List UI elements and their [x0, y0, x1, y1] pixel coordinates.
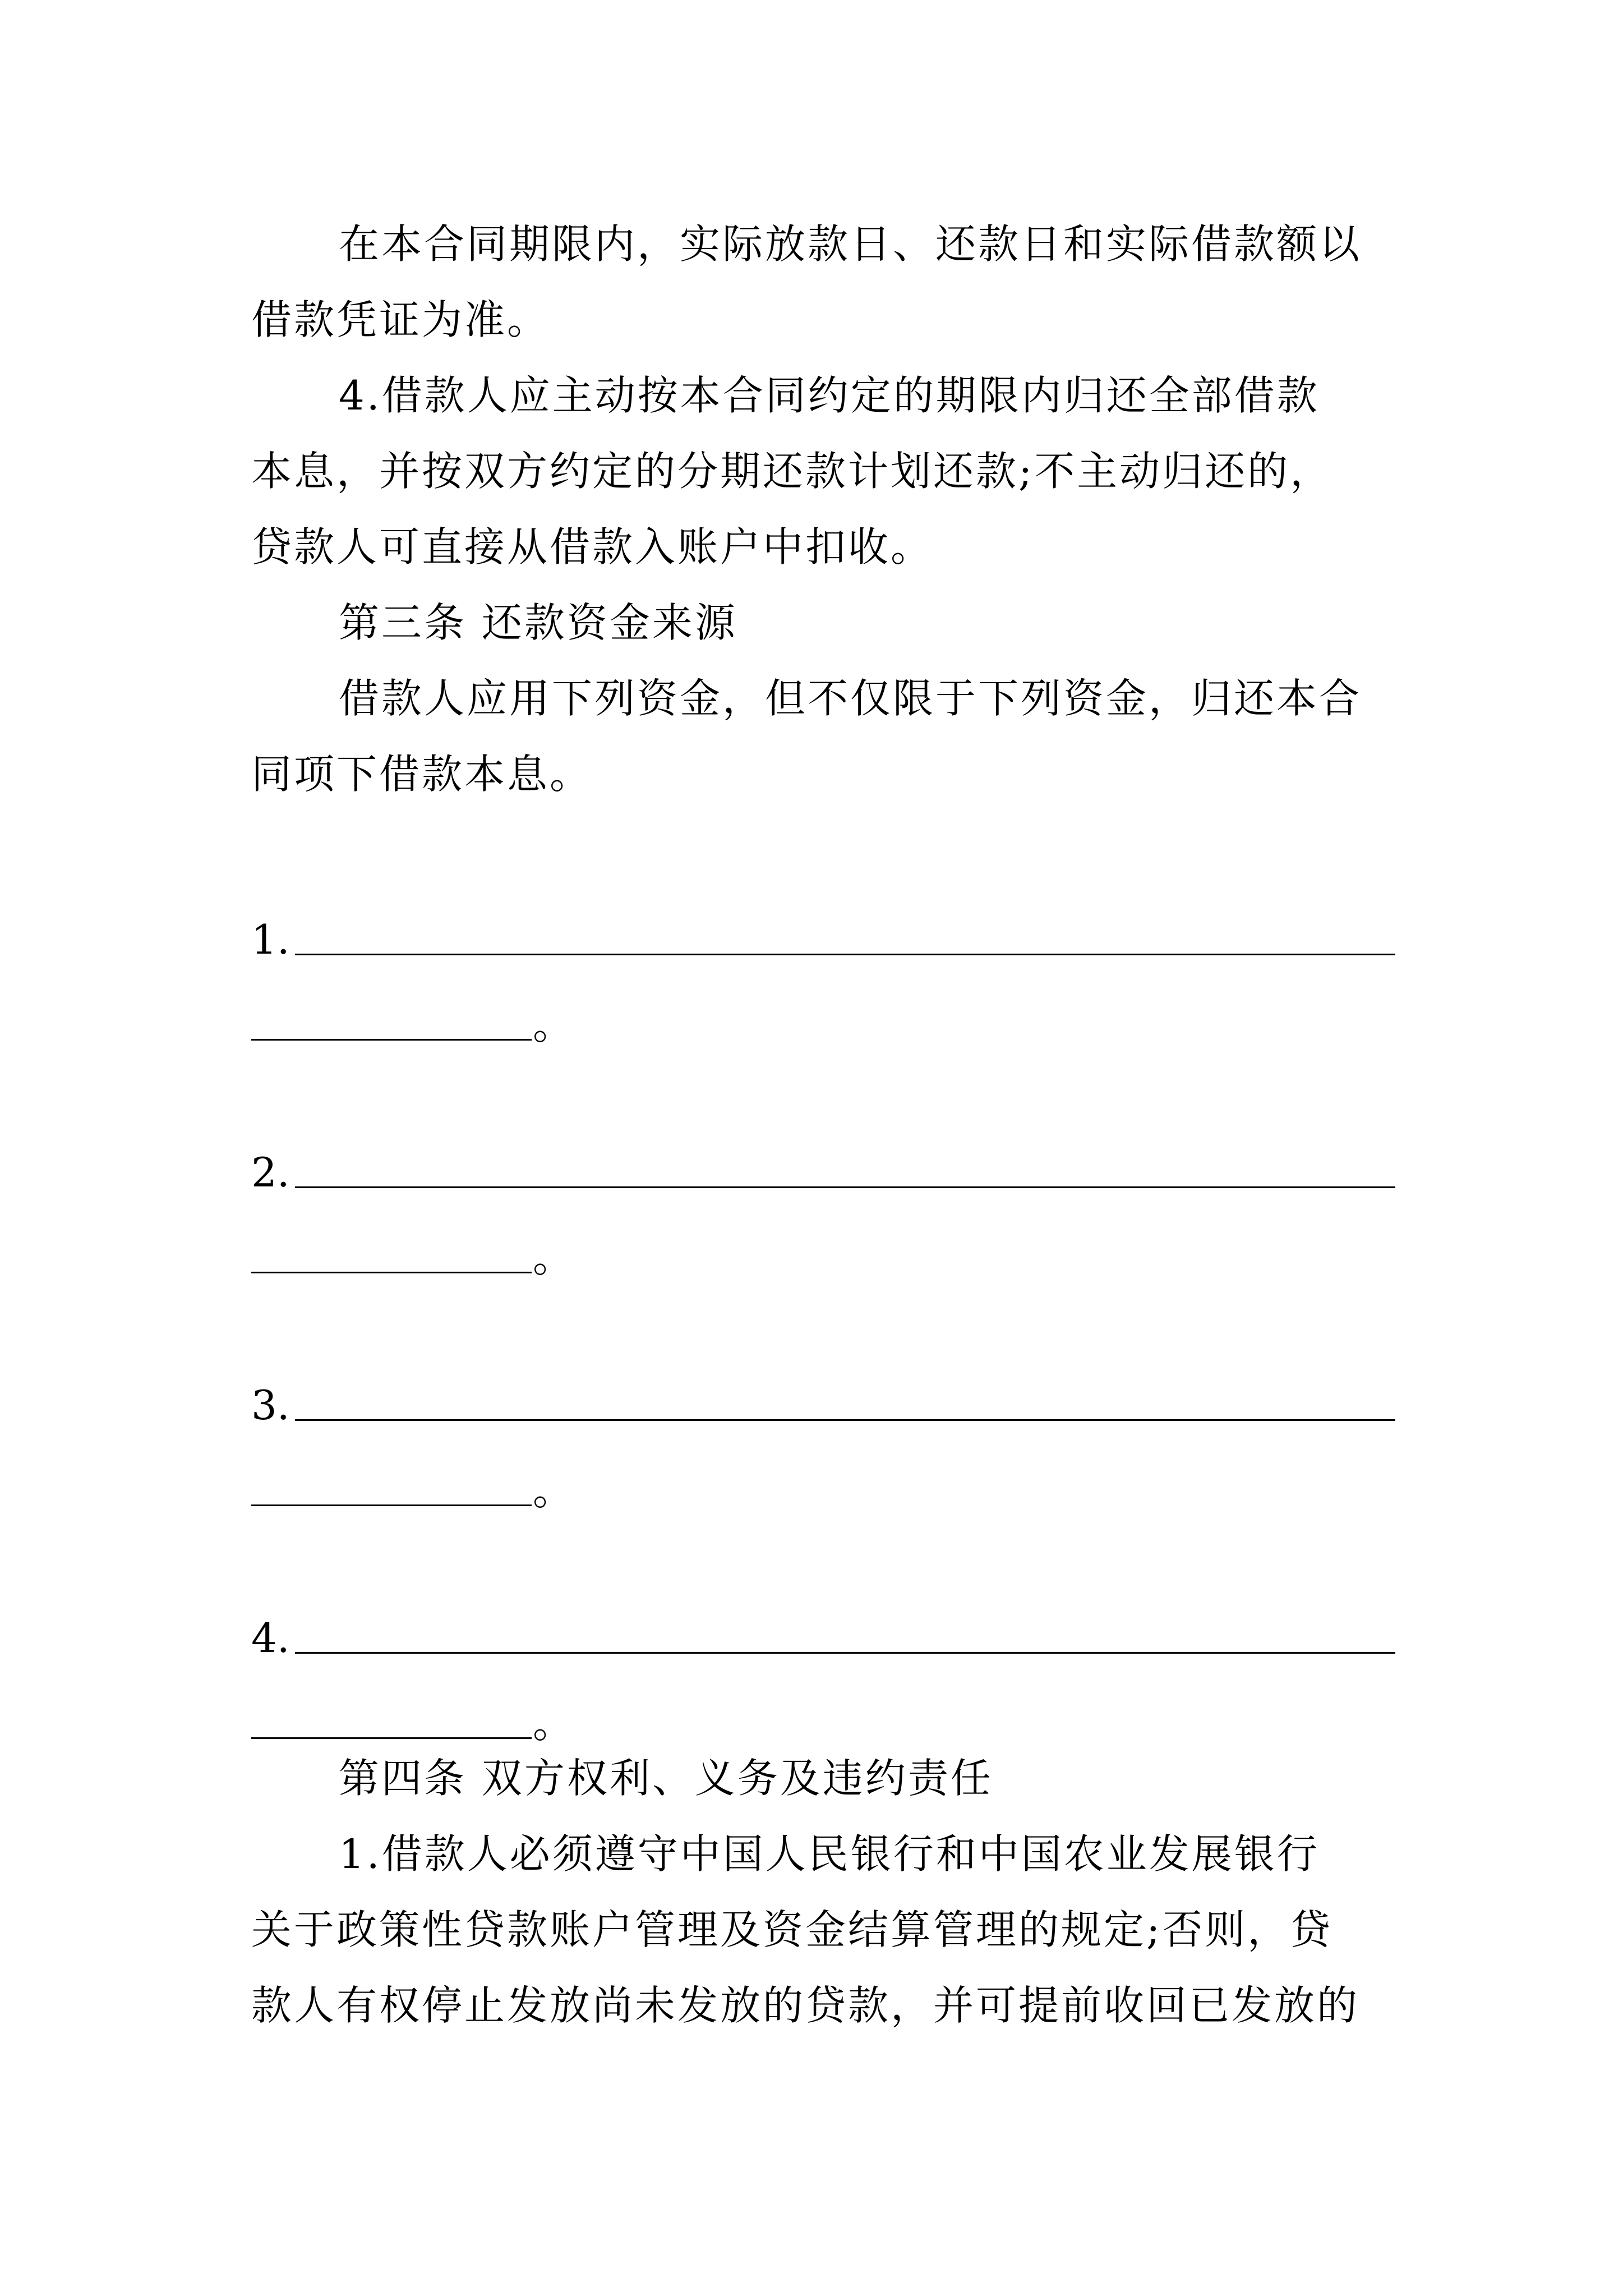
period-mark: 。	[533, 1700, 574, 1747]
blank-item-3	[251, 1377, 1395, 1433]
period-mark: 。	[533, 1001, 574, 1048]
blank-item-2	[251, 1144, 1395, 1200]
fill-in-line	[251, 1504, 532, 1506]
paragraph-line: 本息，并按双方约定的分期还款计划还款;不主动归还的，	[251, 448, 1333, 495]
blank-item-4	[251, 1610, 1395, 1666]
paragraph-line: 关于政策性贷款账户管理及资金结算管理的规定;否则，贷	[251, 1906, 1333, 1953]
blank-item-3-continued	[251, 1462, 588, 1519]
fill-in-line	[295, 1652, 1395, 1654]
paragraph-line: 借款凭证为准。	[251, 296, 550, 343]
article-heading: 第四条 双方权利、义务及违约责任	[339, 1755, 993, 1802]
blank-item-1	[251, 912, 1395, 968]
fill-in-line	[251, 1272, 532, 1273]
item-number: 3.	[251, 1382, 290, 1429]
fill-in-line	[251, 1039, 532, 1041]
item-number: 4.	[251, 1614, 290, 1662]
paragraph-line: 同项下借款本息。	[251, 751, 593, 798]
paragraph-line: 在本合同期限内，实际放款日、还款日和实际借款额以	[339, 220, 1362, 268]
blank-item-1-continued	[251, 997, 588, 1053]
blank-item-2-continued	[251, 1230, 588, 1286]
blank-item-4-continued	[251, 1695, 588, 1751]
fill-in-line	[295, 954, 1395, 955]
paragraph-line: 款人有权停止发放尚未发放的贷款，并可提前收回已发放的	[251, 1982, 1360, 2029]
paragraph-line: 借款人应用下列资金，但不仅限于下列资金，归还本合	[339, 675, 1362, 722]
paragraph-line: 1.借款人必须遵守中国人民银行和中国农业发展银行	[339, 1830, 1320, 1878]
item-number: 1.	[251, 916, 290, 963]
item-number: 2.	[251, 1149, 290, 1196]
fill-in-line	[295, 1419, 1395, 1421]
period-mark: 。	[533, 1467, 574, 1514]
paragraph-line: 贷款人可直接从借款入账户中扣收。	[251, 523, 934, 570]
fill-in-line	[251, 1737, 532, 1739]
fill-in-line	[295, 1186, 1395, 1188]
period-mark: 。	[533, 1234, 574, 1281]
paragraph-line: 4.借款人应主动按本合同约定的期限内归还全部借款	[339, 372, 1320, 419]
article-heading: 第三条 还款资金来源	[339, 599, 737, 646]
